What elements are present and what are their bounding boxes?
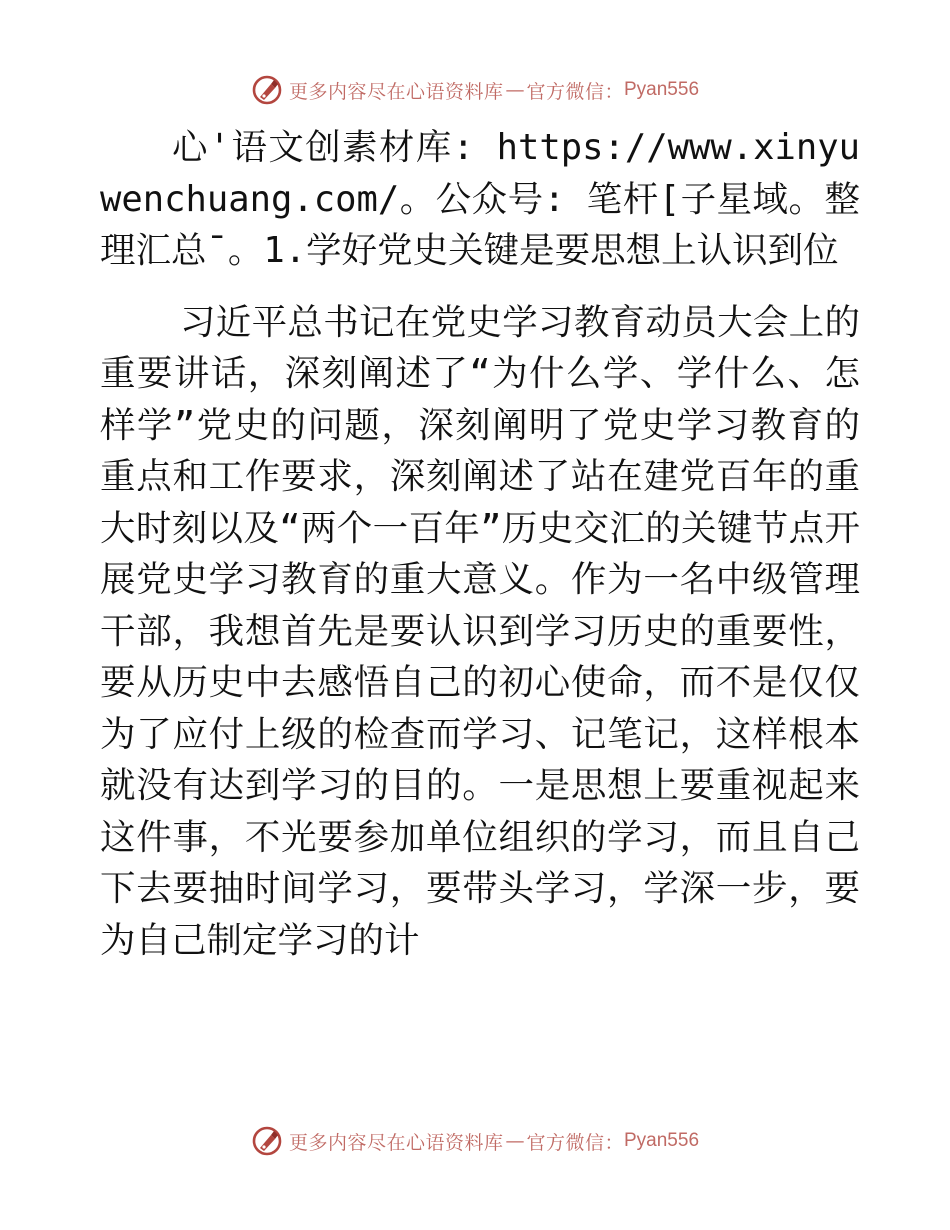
main-paragraph: 习近平总书记在党史学习教育动员大会上的重要讲话，深刻阐述了“为什么学、学什么、怎样学”党史的问题，深刻阐明了党史学习教育的重点和工作要求，深刻阐述了站在建党百年的重大时刻以及“两个一百年”历史交汇的关键节点开展党史学习教育的重大意义。作为一名中级管理干部，我想首先是要认识到学习历史的重要性，要从历史中去感悟自己的初心使命，而不是仅仅为了应付上级的检查而学习、记笔记，这样根本就没有达到学习的目的。一是思想上要重视起来这件事，不光要参加单位组织的学习，而且自己下去要抽时间学习，要带头学习，学深一步，要为自己制定学习的计 (100, 301, 860, 961)
banner-promo-text: 更多内容尽在心语资料库 (288, 1131, 504, 1154)
header-banner (0, 70, 950, 110)
pen-nib-icon (251, 1125, 283, 1157)
footer-banner (0, 1121, 950, 1161)
banner-official-label: 官方微信： (526, 1131, 624, 1154)
document-body (100, 122, 860, 966)
banner-official-label: 官方微信： (526, 80, 624, 103)
banner-separator: — (505, 79, 525, 101)
banner-promo-text: 更多内容尽在心语资料库 (288, 80, 504, 103)
banner-wechat-handle: Pyan556 (624, 1130, 700, 1151)
banner-separator: — (505, 1130, 525, 1152)
pen-nib-icon (251, 74, 283, 106)
intro-paragraph: 心'语文创素材库: https://www.xinyuwenchuang.com/。公众号: 笔杆[子星域。整理汇总¯。1.学好党史关键是要思想上认识到位 (100, 127, 860, 271)
banner-wechat-handle: Pyan556 (624, 79, 700, 100)
